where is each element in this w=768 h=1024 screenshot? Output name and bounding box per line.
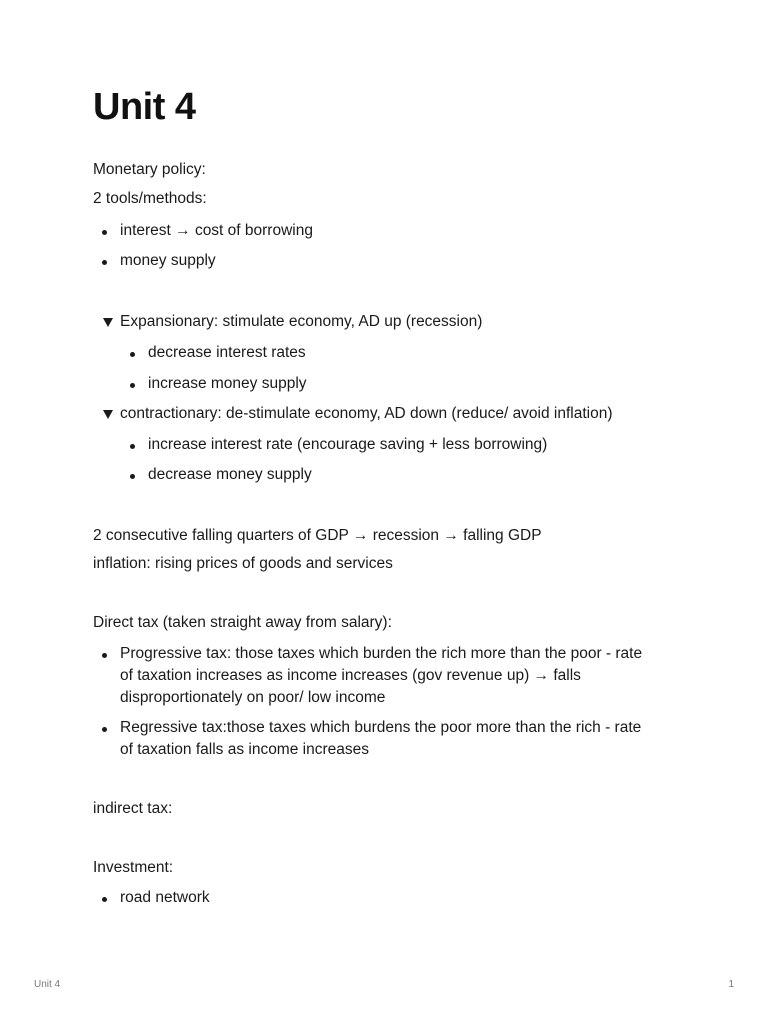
list-item-text: interest → cost of borrowing [120, 222, 313, 239]
list-item-text: Progressive tax: those taxes which burden the rich more than the poor - rate of taxation increases as income increases (gov revenue up) → falls disproportionately on poor/ low income [120, 645, 643, 706]
bullet-icon [102, 260, 107, 265]
investment-heading: Investment: [93, 859, 174, 876]
list-item-text: decrease money supply [148, 466, 312, 483]
list-item-text: increase interest rate (encourage saving + less borrowing) [148, 436, 548, 453]
direct-tax-heading: Direct tax (taken straight away from salary): [93, 614, 392, 631]
inflation-paragraph: inflation: rising prices of goods and services [93, 555, 393, 572]
page-title: Unit 4 [93, 86, 196, 128]
toggle-label: Expansionary: stimulate economy, AD up (recession) [120, 313, 483, 330]
footer-title: Unit 4 [34, 979, 61, 990]
bullet-icon [130, 383, 135, 388]
bullet-icon [102, 653, 107, 658]
toggle-label: contractionary: de-stimulate economy, AD down (reduce/ avoid inflation) [120, 405, 613, 422]
toggle-triangle-icon[interactable] [103, 410, 113, 419]
recession-paragraph: 2 consecutive falling quarters of GDP → recession → falling GDP [93, 527, 542, 544]
monetary-policy-heading: Monetary policy: [93, 161, 206, 178]
bullet-icon [102, 230, 107, 235]
bullet-icon [130, 474, 135, 479]
list-item-text: road network [120, 889, 210, 906]
bullet-icon [130, 352, 135, 357]
list-item-text: increase money supply [148, 375, 307, 392]
tools-heading: 2 tools/methods: [93, 190, 207, 207]
bullet-icon [102, 727, 107, 732]
list-item-text: decrease interest rates [148, 344, 306, 361]
bullet-icon [130, 444, 135, 449]
bullet-icon [102, 897, 107, 902]
toggle-triangle-icon[interactable] [103, 318, 113, 327]
list-item-text: money supply [120, 252, 216, 269]
list-item-text: Regressive tax:those taxes which burdens the poor more than the rich - rate of taxation falls as income increases [120, 719, 642, 758]
indirect-tax-heading: indirect tax: [93, 800, 173, 817]
page-number: 1 [728, 979, 734, 990]
